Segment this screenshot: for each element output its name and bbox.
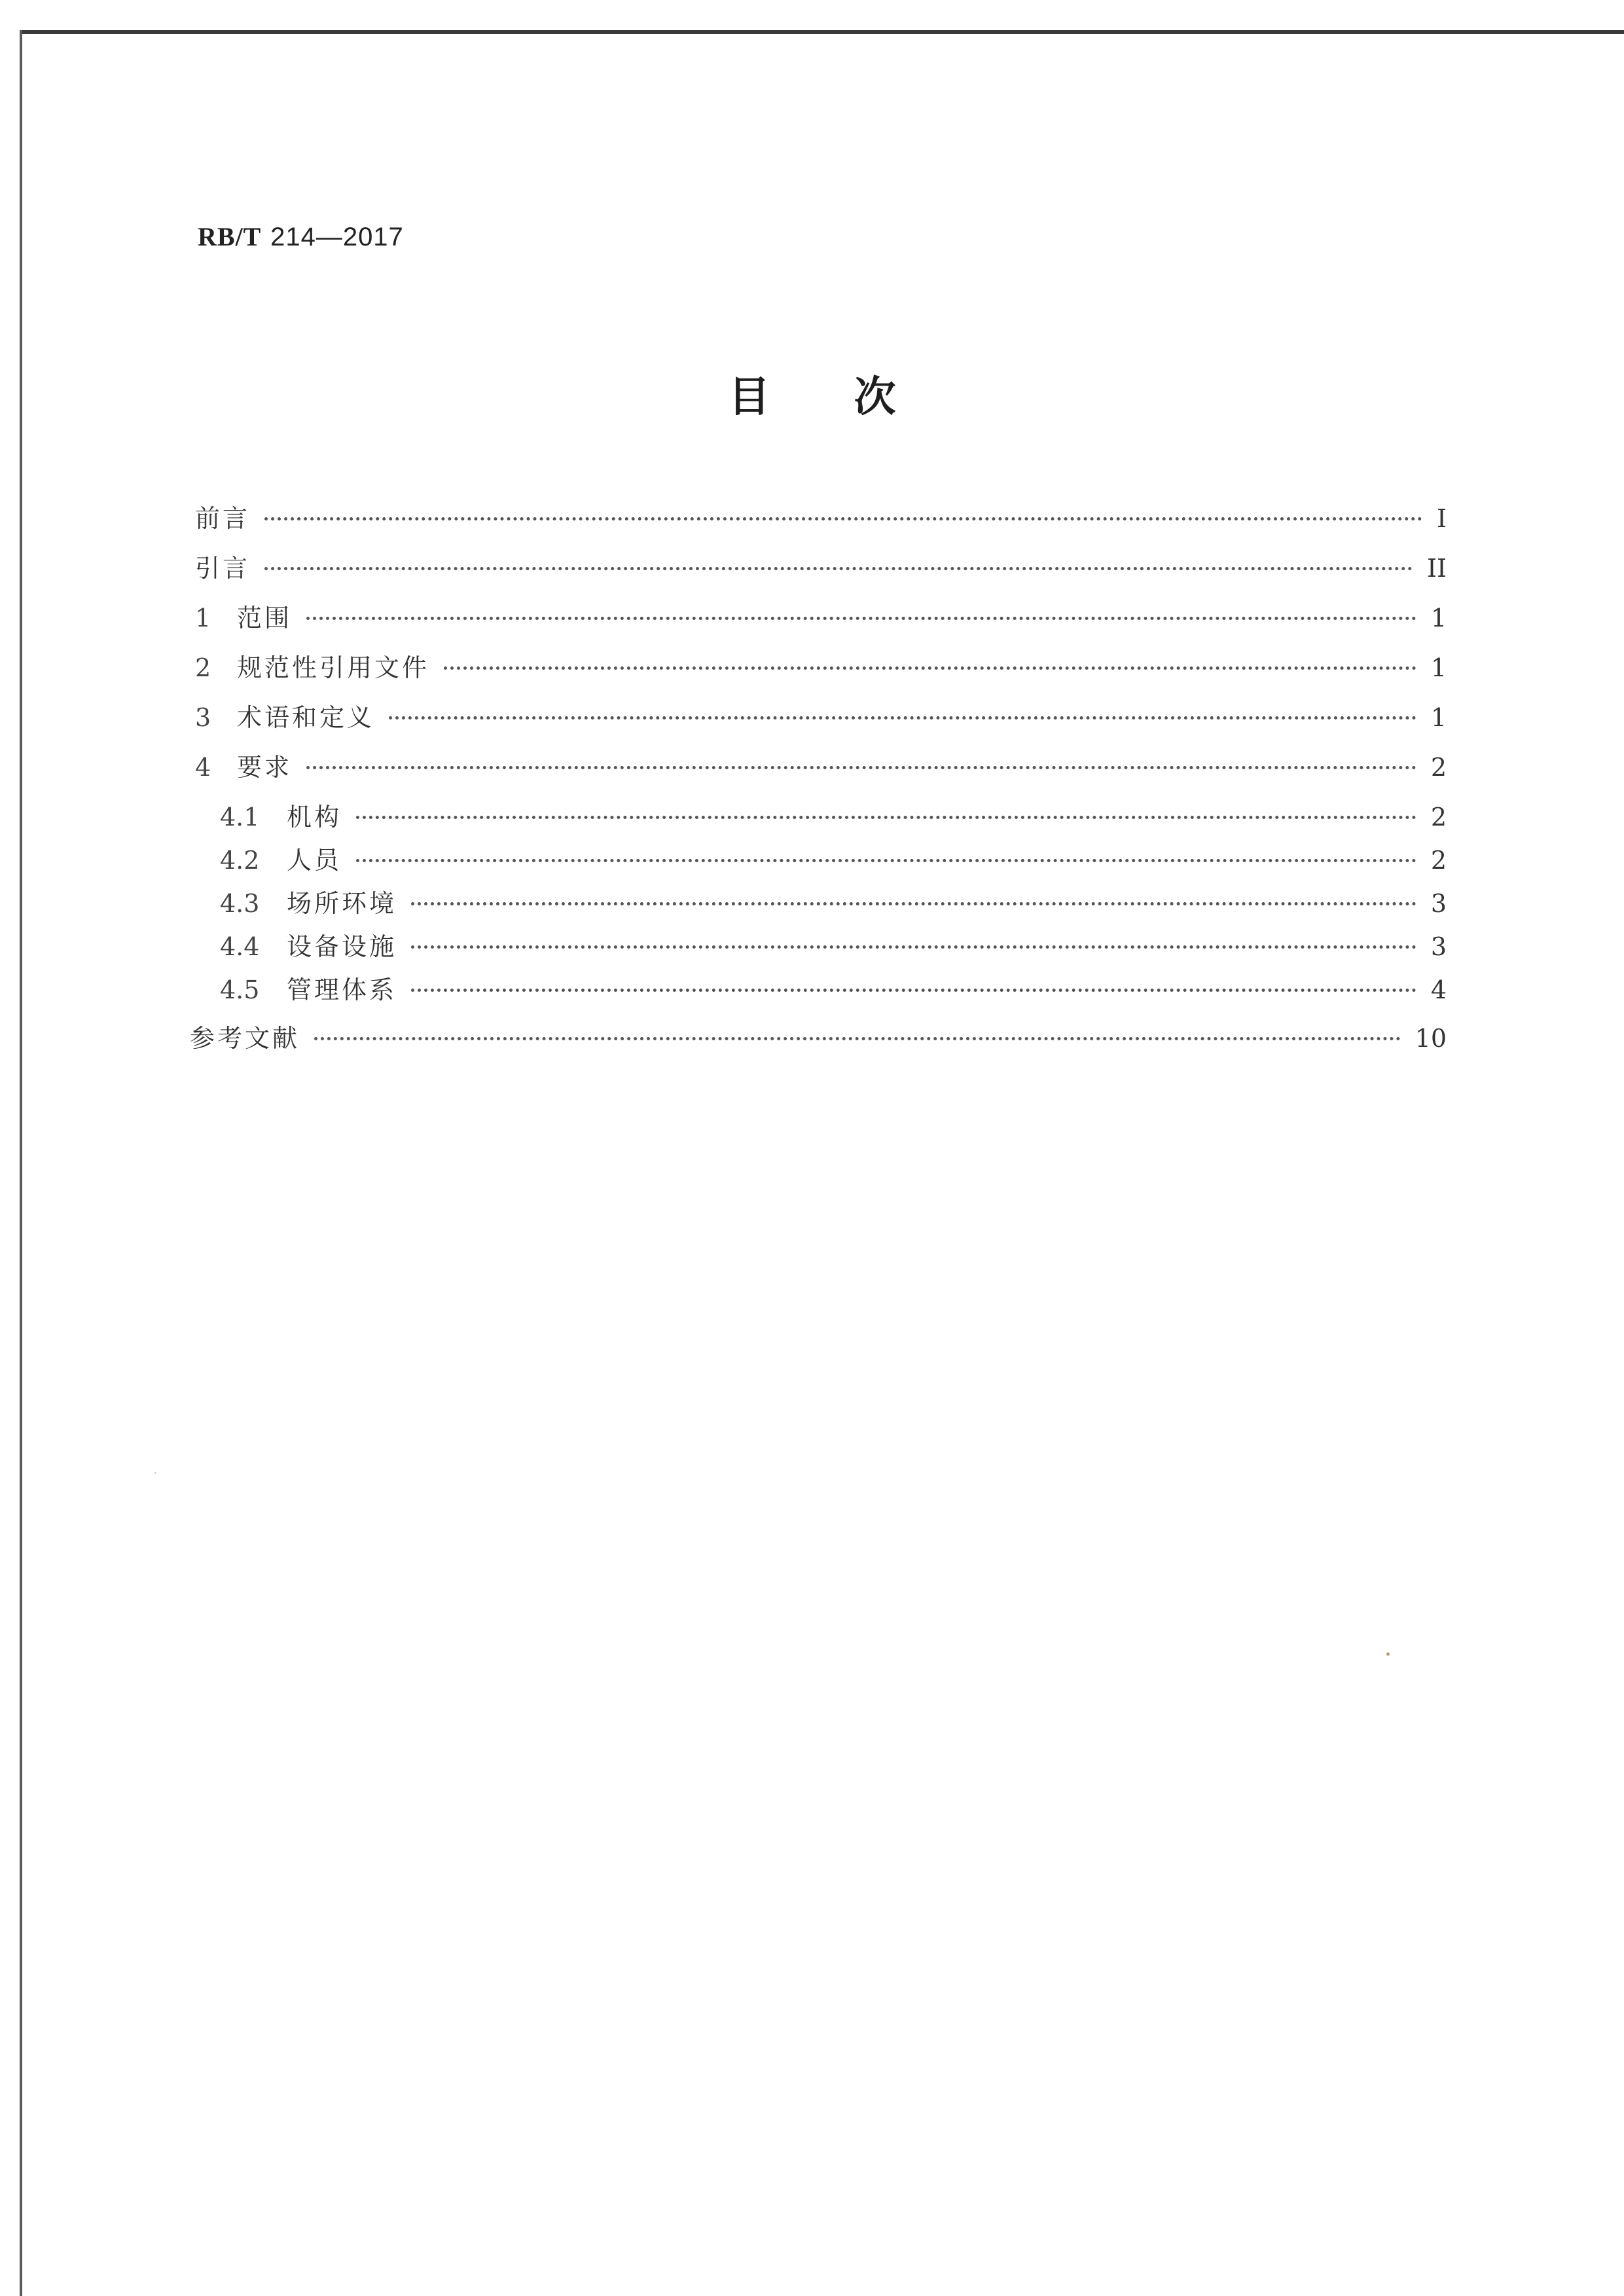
- toc-entry-number: 4.3: [220, 889, 260, 918]
- document-series: RB/T: [198, 222, 262, 251]
- toc-entry-page: 3: [1430, 889, 1447, 918]
- toc-entry-label: 管理体系: [287, 975, 397, 1004]
- toc-entry-premises-environment[interactable]: [220, 886, 1447, 920]
- toc-entry-number: 4.5: [220, 975, 260, 1004]
- toc-entry-page: 2: [1430, 846, 1447, 875]
- toc-entry-foreword[interactable]: [195, 501, 1447, 536]
- toc-leader-dots: [356, 858, 1416, 862]
- toc-entry-label: 参考文献: [190, 1024, 300, 1053]
- toc-entry-label: 术语和定义: [237, 703, 375, 732]
- toc-entry-terms-definitions[interactable]: [195, 701, 1447, 735]
- toc-leader-dots: [264, 517, 1422, 520]
- toc-leader-dots: [411, 988, 1416, 992]
- toc-title: 目次: [728, 373, 980, 422]
- document-number: 214—2017: [270, 223, 404, 251]
- toc-entry-page: 3: [1430, 932, 1447, 961]
- scan-speck: [1386, 1652, 1390, 1656]
- toc-entry-page: 2: [1430, 753, 1447, 782]
- toc-entry-scope[interactable]: [195, 601, 1447, 635]
- toc-leader-dots: [411, 945, 1416, 949]
- toc-entry-label: 机构: [287, 803, 342, 831]
- toc-entry-label: 引言: [195, 554, 251, 583]
- toc-leader-dots: [264, 566, 1413, 570]
- toc-leader-dots: [306, 765, 1416, 769]
- toc-entry-page: 1: [1430, 703, 1447, 732]
- toc-entry-page: 1: [1430, 653, 1447, 682]
- toc-leader-dots: [356, 815, 1416, 819]
- toc-entry-number: 4: [195, 753, 211, 782]
- toc-entry-number: 4.2: [220, 846, 260, 875]
- toc-entry-normative-references[interactable]: [195, 651, 1447, 685]
- toc-leader-dots: [444, 666, 1416, 670]
- scan-speck: [154, 1472, 156, 1474]
- toc-entry-label: 范围: [237, 604, 293, 632]
- toc-leader-dots: [411, 902, 1416, 905]
- toc-entry-bibliography[interactable]: [190, 1021, 1447, 1055]
- toc-entry-number: 2: [195, 653, 211, 682]
- toc-entry-label: 要求: [237, 753, 293, 782]
- toc-entry-page: 1: [1430, 604, 1447, 632]
- toc-entry-personnel[interactable]: [220, 843, 1447, 877]
- toc-entry-label: 场所环境: [287, 889, 397, 918]
- toc-entry-label: 设备设施: [287, 932, 397, 961]
- toc-entry-label: 规范性引用文件: [237, 653, 430, 682]
- toc-entry-label: 人员: [287, 846, 342, 875]
- toc-entry-organization[interactable]: [220, 800, 1447, 834]
- toc-entry-page: 10: [1415, 1024, 1447, 1053]
- toc-leader-dots: [306, 616, 1416, 620]
- toc-leader-dots: [389, 716, 1416, 720]
- toc-entry-page: 4: [1430, 975, 1447, 1004]
- toc-entry-page: I: [1436, 504, 1447, 533]
- toc-entry-page: 2: [1430, 803, 1447, 831]
- toc-entry-number: 4.1: [220, 803, 260, 831]
- toc-entry-introduction[interactable]: [195, 551, 1447, 585]
- toc-entry-page: II: [1426, 554, 1447, 583]
- toc-entry-number: 4.4: [220, 932, 260, 961]
- toc-entry-label: 前言: [195, 504, 251, 533]
- toc-entry-number: 1: [195, 604, 211, 632]
- toc-entry-equipment-facilities[interactable]: [220, 930, 1447, 964]
- toc-entry-management-system[interactable]: [220, 973, 1447, 1007]
- toc-leader-dots: [314, 1036, 1401, 1040]
- toc-entry-requirements[interactable]: [195, 750, 1447, 784]
- toc-entry-number: 3: [195, 703, 211, 732]
